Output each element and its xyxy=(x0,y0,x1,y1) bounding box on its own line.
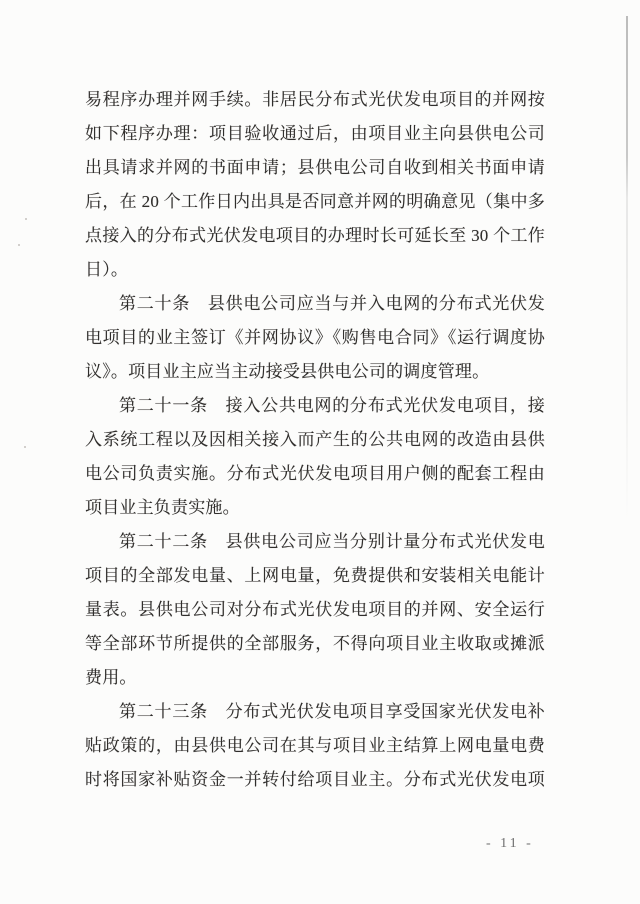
text-line: 第二十三条 分布式光伏发电项目享受国家光伏发电补 xyxy=(119,702,545,721)
text-line: 贴政策的，由县供电公司在其与项目业主结算上网电量电费 xyxy=(85,736,545,755)
text-line: 第二十一条 接入公共电网的分布式光伏发电项目，接 xyxy=(119,396,545,415)
text-line: 点接入的分布式光伏发电项目的办理时长可延长至 30 个工作 xyxy=(85,226,545,245)
text-line: 等全部环节所提供的全部服务，不得向项目业主收取或摊派 xyxy=(85,634,545,653)
paragraph-article-21 xyxy=(85,389,545,525)
text-line: 时将国家补贴资金一并转付给项目业主。分布式光伏发电项 xyxy=(85,770,545,789)
text-line: 电项目的业主签订《并网协议》《购售电合同》《运行调度协 xyxy=(85,328,545,347)
text-line: 后，在 20 个工作日内出具是否同意并网的明确意见（集中多 xyxy=(85,192,545,211)
scan-speck xyxy=(24,446,26,448)
text-line: 费用。 xyxy=(85,668,137,687)
text-line: 议》。项目业主应当主动接受县供电公司的调度管理。 xyxy=(85,362,490,381)
text-block xyxy=(85,83,545,797)
paragraph-article-22 xyxy=(85,525,545,695)
page-number: - 11 - xyxy=(486,836,534,851)
paragraph-article-19-continuation xyxy=(85,83,545,287)
text-line: 如下程序办理：项目验收通过后，由项目业主向县供电公司 xyxy=(85,124,545,143)
text-line: 第二十二条 县供电公司应当分别计量分布式光伏发电 xyxy=(119,532,545,551)
text-line: 日）。 xyxy=(85,260,129,279)
text-line: 出具请求并网的书面申请；县供电公司自收到相关书面申请 xyxy=(85,158,545,177)
text-line: 第二十条 县供电公司应当与并入电网的分布式光伏发 xyxy=(119,294,545,313)
scan-speck xyxy=(25,218,27,220)
paragraph-article-20 xyxy=(85,287,545,389)
paragraph-article-23 xyxy=(85,695,545,797)
text-line: 项目业主负责实施。 xyxy=(85,498,240,517)
text-line: 电公司负责实施。分布式光伏发电项目用户侧的配套工程由 xyxy=(85,464,545,483)
text-line: 入系统工程以及因相关接入而产生的公共电网的改造由县供 xyxy=(85,430,545,449)
text-line: 项目的全部发电量、上网电量，免费提供和安装相关电能计 xyxy=(85,566,545,585)
scan-edge-line xyxy=(626,16,628,521)
text-line: 量表。县供电公司对分布式光伏发电项目的并网、安全运行 xyxy=(85,600,545,619)
scan-speck xyxy=(18,244,20,246)
text-line: 易程序办理并网手续。非居民分布式光伏发电项目的并网按 xyxy=(85,90,545,109)
